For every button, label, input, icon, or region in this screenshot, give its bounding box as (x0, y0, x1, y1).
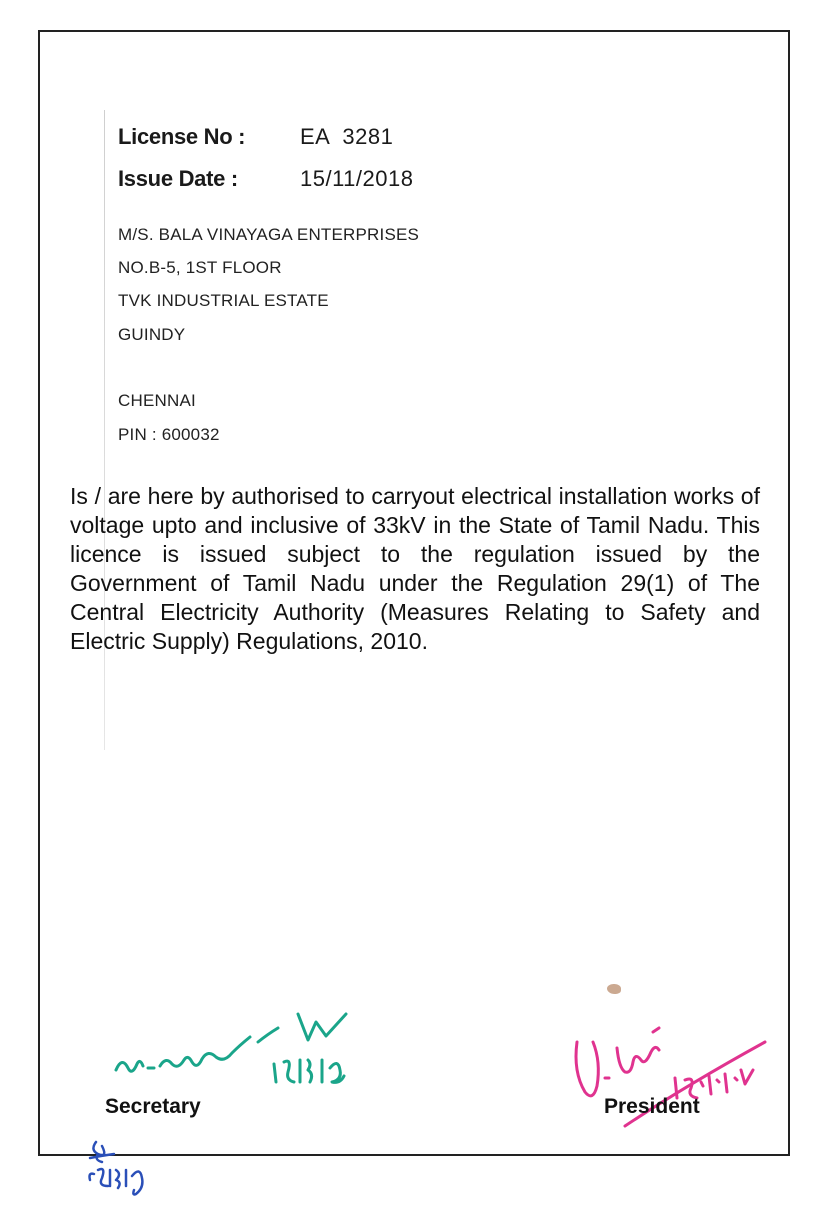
license-number-label: License No : (118, 124, 246, 149)
license-number-value: EA 3281 (300, 124, 394, 149)
secretary-label: Secretary (105, 1095, 201, 1118)
address-line-1: M/S. BALA VINAYAGA ENTERPRISES (118, 225, 420, 244)
secretary-signature (108, 1008, 368, 1098)
authorisation-text: Is / are here by authorised to carryout electrical installation works of voltage upto and inclusive of 33kV in the State of Tamil Nadu. This licence is issued subject to the regulation issued by the Government of Tamil Nadu under the Regulation 29(1) of The Central Electricity Authority (Measures Relating to Safety and Electric Supply) Regulations, 2010. (70, 483, 760, 654)
license-number-row (118, 124, 393, 150)
address-pin: PIN : 600032 (118, 425, 220, 444)
issue-date-label: Issue Date : (118, 166, 238, 191)
address-city: CHENNAI (118, 391, 196, 410)
address-line-3: TVK INDUSTRIAL ESTATE (118, 291, 329, 310)
address-line-4: GUINDY (118, 325, 186, 344)
ink-smudge (607, 984, 621, 994)
issue-date-value: 15/11/2018 (300, 166, 414, 191)
issue-date-row (118, 166, 413, 192)
address-line-2: NO.B-5, 1ST FLOOR (118, 258, 282, 277)
initials-mark (82, 1136, 172, 1202)
president-label: President (604, 1095, 700, 1118)
